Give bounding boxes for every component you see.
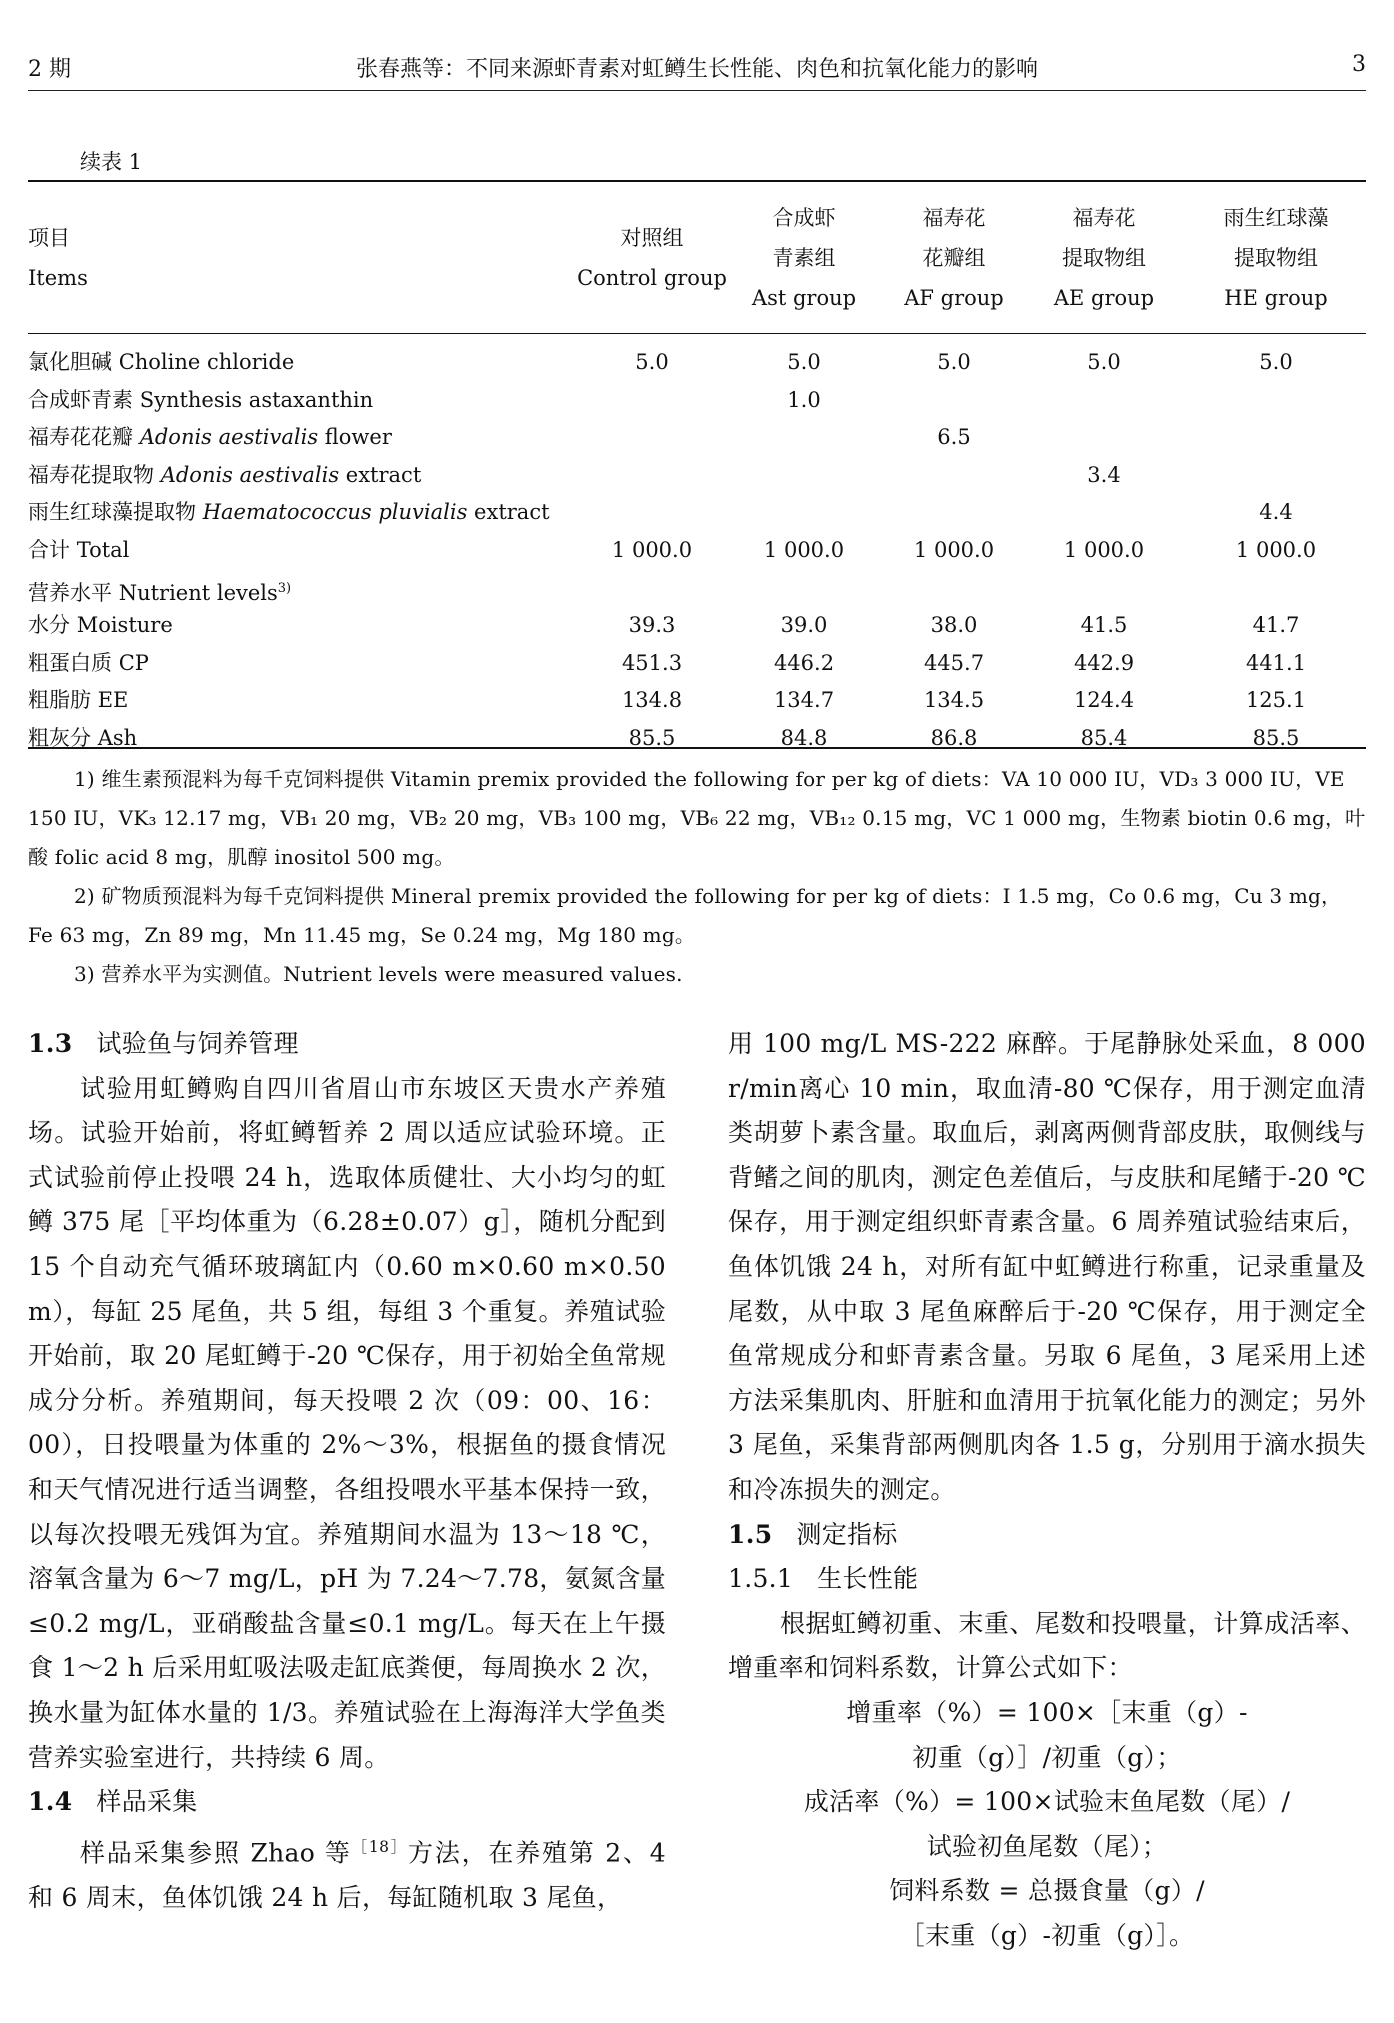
table-row: [28, 382, 1366, 419]
table-row: [28, 720, 1366, 757]
row-item-zh: 雨生红球藻提取物: [28, 500, 203, 525]
section-1-4-heading: [28, 1780, 666, 1825]
running-header: [28, 52, 1366, 92]
header-rule: [28, 90, 1366, 91]
row-item-en-tail: flower: [318, 425, 392, 450]
row-item-zh: 营养水平: [28, 580, 119, 605]
row-item-zh: 氯化胆碱: [28, 350, 119, 374]
row-item-zh: 合成虾青素: [28, 387, 140, 412]
header-items-en: Items: [28, 266, 88, 290]
table-cell: 3.4: [1087, 462, 1121, 487]
section-1-5-number: 1.5: [728, 1519, 773, 1549]
table-cell: 1 000.0: [913, 538, 995, 562]
header-control-en: Control group: [577, 266, 727, 290]
row-item-label: [28, 382, 373, 419]
formula-feed-ratio-2: ［末重（g）-初重（g）］。: [899, 1920, 1195, 1950]
table-cell: 134.7: [773, 688, 835, 713]
formula-weight-gain-1: 增重率（%）= 100×［末重（g）-: [846, 1697, 1248, 1727]
row-item-label: [28, 570, 291, 612]
header-ast-en: Ast group: [751, 286, 857, 310]
row-item-en: EE: [97, 688, 129, 713]
row-item-en-tail: extract: [339, 462, 422, 487]
header-items-zh: 项目: [28, 226, 70, 250]
row-item-label: [28, 532, 129, 569]
section-1-5-1-heading: [728, 1557, 1366, 1602]
section-1-4-title: 样品采集: [96, 1787, 198, 1817]
header-ast-l1: 合成虾: [772, 206, 836, 230]
table-row: [28, 607, 1366, 644]
header-ae: [1044, 198, 1164, 318]
table-row: [28, 645, 1366, 682]
paragraph-sampling: [28, 1825, 666, 1921]
sampling-text-a: 样品采集参照 Zhao 等: [80, 1838, 352, 1868]
header-ast: [744, 198, 864, 318]
table-cell: 125.1: [1245, 688, 1307, 713]
header-ast-l2: 青素组: [772, 246, 836, 270]
left-column: [28, 1022, 666, 1920]
table-cell: 6.5: [937, 425, 971, 450]
table-notes: [28, 760, 1366, 994]
row-item-en-tail: extract: [467, 500, 550, 525]
header-ae-l1: 福寿花: [1072, 206, 1136, 230]
running-title: 张春燕等：不同来源虾青素对虹鳟生长性能、肉色和抗氧化能力的影响: [355, 57, 1038, 82]
note-3: 3) 营养水平为实测值。Nutrient levels were measured values.: [74, 962, 683, 986]
row-item-en-italic: Haematococcus pluvialis: [202, 500, 468, 525]
table-cell: 1 000.0: [1235, 538, 1317, 562]
table-cell: 445.7: [923, 650, 985, 675]
row-item-label: [28, 645, 149, 682]
table-row: [28, 494, 1366, 531]
row-item-zh: 合计: [28, 538, 77, 562]
formula-feed-ratio-1: 饲料系数 = 总摄食量（g）/: [889, 1876, 1205, 1906]
section-1-3-number: 1.3: [28, 1029, 73, 1058]
table-row: [28, 532, 1366, 569]
row-item-label: [28, 720, 137, 757]
table-cell: 84.8: [780, 726, 828, 750]
table-caption: 续表 1: [80, 150, 143, 174]
right-column: [728, 1022, 1366, 1958]
row-item-en: Nutrient levels: [118, 580, 278, 605]
header-items: [28, 218, 228, 298]
table-cell: 5.0: [1259, 350, 1293, 374]
row-item-footnote-mark: 3): [277, 580, 292, 596]
header-he: [1196, 198, 1356, 318]
section-1-3-title: 试验鱼与饲养管理: [96, 1029, 299, 1058]
section-1-5-title: 测定指标: [796, 1519, 898, 1549]
table-row: [28, 570, 1366, 607]
table-cell: 39.3: [628, 613, 676, 638]
row-item-en: Total: [76, 538, 130, 562]
table-row: [28, 457, 1366, 494]
section-1-5-heading: [728, 1513, 1366, 1558]
row-item-label: [28, 457, 421, 494]
row-item-label: [28, 344, 294, 381]
formula-weight-gain-2: 初重（g）］/初重（g）；: [912, 1742, 1182, 1772]
table-cell: 1 000.0: [1063, 538, 1145, 562]
row-item-zh: 福寿花花瓣: [28, 425, 140, 450]
table-cell: 442.9: [1073, 650, 1135, 675]
table-cell: 441.1: [1245, 650, 1307, 675]
row-item-en: Ash: [97, 726, 138, 750]
row-item-label: [28, 607, 173, 644]
table-cell: 5.0: [1087, 350, 1121, 374]
table-cell: 85.5: [628, 726, 676, 750]
row-item-zh: 粗蛋白质: [28, 650, 119, 675]
note-1: 1) 维生素预混料为每千克饲料提供 Vitamin premix provided the following for per kg of diets：VA 10 000 IU，VD₃ 3 000 IU，VE 150 IU，VK₃ 12.17 mg，VB₁ 20 mg，VB₂ 20 mg，VB₃ 100 mg，VB₆ 22 mg，VB₁₂ 0.15 mg，VC 1 000 mg，生物素 biotin 0.6 mg，叶酸 folic acid 8 mg，肌醇 inositol 500 mg。: [28, 767, 1366, 869]
table-cell: 1.0: [787, 387, 821, 412]
table-cell: 1 000.0: [763, 538, 845, 562]
row-item-label: [28, 419, 392, 456]
table-cell: 1 000.0: [611, 538, 693, 562]
header-af-l2: 花瓣组: [922, 246, 986, 270]
table-cell: 85.4: [1080, 726, 1128, 750]
row-item-label: [28, 682, 128, 719]
formula-survival-1: 成活率（%）= 100×试验末鱼尾数（尾）/: [803, 1787, 1291, 1817]
row-item-en: Choline chloride: [118, 350, 295, 374]
table-cell: 86.8: [930, 726, 978, 750]
row-item-en-italic: Adonis aestivalis: [160, 462, 340, 487]
table-cell: 39.0: [780, 613, 828, 638]
page-number: 3: [1352, 52, 1366, 77]
table-cell: 38.0: [930, 613, 978, 638]
header-af-en: AF group: [904, 286, 1004, 310]
table-cell: 4.4: [1259, 500, 1293, 525]
table-cell: 5.0: [635, 350, 669, 374]
table-row: [28, 419, 1366, 456]
section-1-4-number: 1.4: [28, 1787, 73, 1817]
table-cell: 5.0: [937, 350, 971, 374]
table-header-rule: [28, 333, 1366, 334]
header-he-l2: 提取物组: [1234, 246, 1318, 270]
header-af-l1: 福寿花: [922, 206, 986, 230]
table-cell: 451.3: [621, 650, 683, 675]
note-2: 2) 矿物质预混料为每千克饲料提供 Mineral premix provided the following for per kg of diets：I 1.5 mg，Co 0.6 mg，Cu 3 mg，Fe 63 mg，Zn 89 mg，Mn 11.45 mg，Se 0.24 mg，Mg 180 mg。: [28, 884, 1342, 947]
row-item-zh: 粗灰分: [28, 726, 98, 750]
table-cell: 134.5: [923, 688, 985, 713]
header-af: [894, 198, 1014, 318]
row-item-zh: 水分: [28, 613, 77, 638]
header-ae-l2: 提取物组: [1062, 246, 1146, 270]
citation-ref: ［18］: [351, 1837, 409, 1856]
row-item-zh: 粗脂肪: [28, 688, 98, 713]
row-item-label: [28, 494, 550, 531]
header-ae-en: AE group: [1053, 286, 1155, 310]
row-item-en: CP: [118, 650, 149, 675]
table-cell: 446.2: [773, 650, 835, 675]
table-bottom-rule: [28, 747, 1366, 749]
row-item-en: Moisture: [76, 613, 173, 638]
paragraph-growth: 根据虹鳟初重、末重、尾数和投喂量，计算成活率、增重率和饲料系数，计算公式如下：: [728, 1608, 1366, 1683]
table-cell: 124.4: [1073, 688, 1135, 713]
paragraph-sampling-cont: 用 100 mg/L MS-222 麻醉。于尾静脉处采血，8 000 r/min离心 10 min，取血清-80 ℃保存，用于测定血清类胡萝卜素含量。取血后，剥离两侧背部皮肤，取侧线与背鳍之间的肌肉，测定色差值后，与皮肤和尾鳍于-20 ℃保存，用于测定组织虾青素含量。6 周养殖试验结束后，鱼体饥饿 24 h，对所有缸中虹鳟进行称重，记录重量及尾数，从中取 3 尾鱼麻醉后于-20 ℃保存，用于测定全鱼常规成分和虾青素含量。另取 6 尾鱼，3 尾采用上述方法采集肌肉、肝脏和血清用于抗氧化能力的测定；另外 3 尾鱼，采集背部两侧肌肉各 1.5 g，分别用于滴水损失和冷冻损失的测定。: [728, 1029, 1366, 1504]
table-row: [28, 344, 1366, 381]
issue-number: 2 期: [28, 57, 71, 82]
row-item-en-italic: Adonis aestivalis: [139, 425, 319, 450]
section-1-5-1-number: 1.5.1: [728, 1564, 794, 1594]
table-top-rule: [28, 180, 1366, 182]
table-cell: 134.8: [621, 688, 683, 713]
section-1-5-1-title: 生长性能: [817, 1564, 919, 1594]
sampling-text-b: 方法，在养殖第 2、4 和 6 周末，鱼体饥饿 24 h 后，每缸随机取 3 尾鱼，: [28, 1838, 666, 1912]
paragraph-fish-management: 试验用虹鳟购自四川省眉山市东坡区天贵水产养殖场。试验开始前，将虹鳟暂养 2 周以适应试验环境。正式试验前停止投喂 24 h，选取体质健壮、大小均匀的虹鳟 375 尾［平均体重为（6.28±0.07）g］，随机分配到 15 个自动充气循环玻璃缸内（0.60 m×0.60 m×0.50 m），每缸 25 尾鱼，共 5 组，每组 3 个重复。养殖试验开始前，取 20 尾虹鳟于-20 ℃保存，用于初始全鱼常规成分分析。养殖期间，每天投喂 2 次（09：00、16：00），日投喂量为体重的 2%～3%，根据鱼的摄食情况和天气情况进行适当调整，各组投喂水平基本保持一致，以每次投喂无残饵为宜。养殖期间水温为 13～18 ℃，溶氧含量为 6～7 mg/L，pH 为 7.24～7.78，氨氮含量≤0.2 mg/L，亚硝酸盐含量≤0.1 mg/L。每天在上午摄食 1～2 h 后采用虹吸法吸走缸底粪便，每周换水 2 次，换水量为缸体水量的 1/3。养殖试验在上海海洋大学鱼类营养实验室进行，共持续 6 周。: [28, 1073, 666, 1772]
table-row: [28, 682, 1366, 719]
section-1-3-heading: [28, 1022, 666, 1067]
table-cell: 41.5: [1080, 613, 1128, 638]
table-cell: 41.7: [1252, 613, 1300, 638]
header-he-l1: 雨生红球藻: [1223, 206, 1329, 230]
header-control-zh: 对照组: [620, 226, 684, 250]
formula-survival-2: 试验初鱼尾数（尾）；: [926, 1831, 1168, 1861]
table-cell: 85.5: [1252, 726, 1300, 750]
row-item-zh: 福寿花提取物: [28, 462, 161, 487]
table-cell: 5.0: [787, 350, 821, 374]
header-he-en: HE group: [1224, 286, 1328, 310]
row-item-en: Synthesis astaxanthin: [139, 387, 374, 412]
header-control: [572, 218, 732, 298]
